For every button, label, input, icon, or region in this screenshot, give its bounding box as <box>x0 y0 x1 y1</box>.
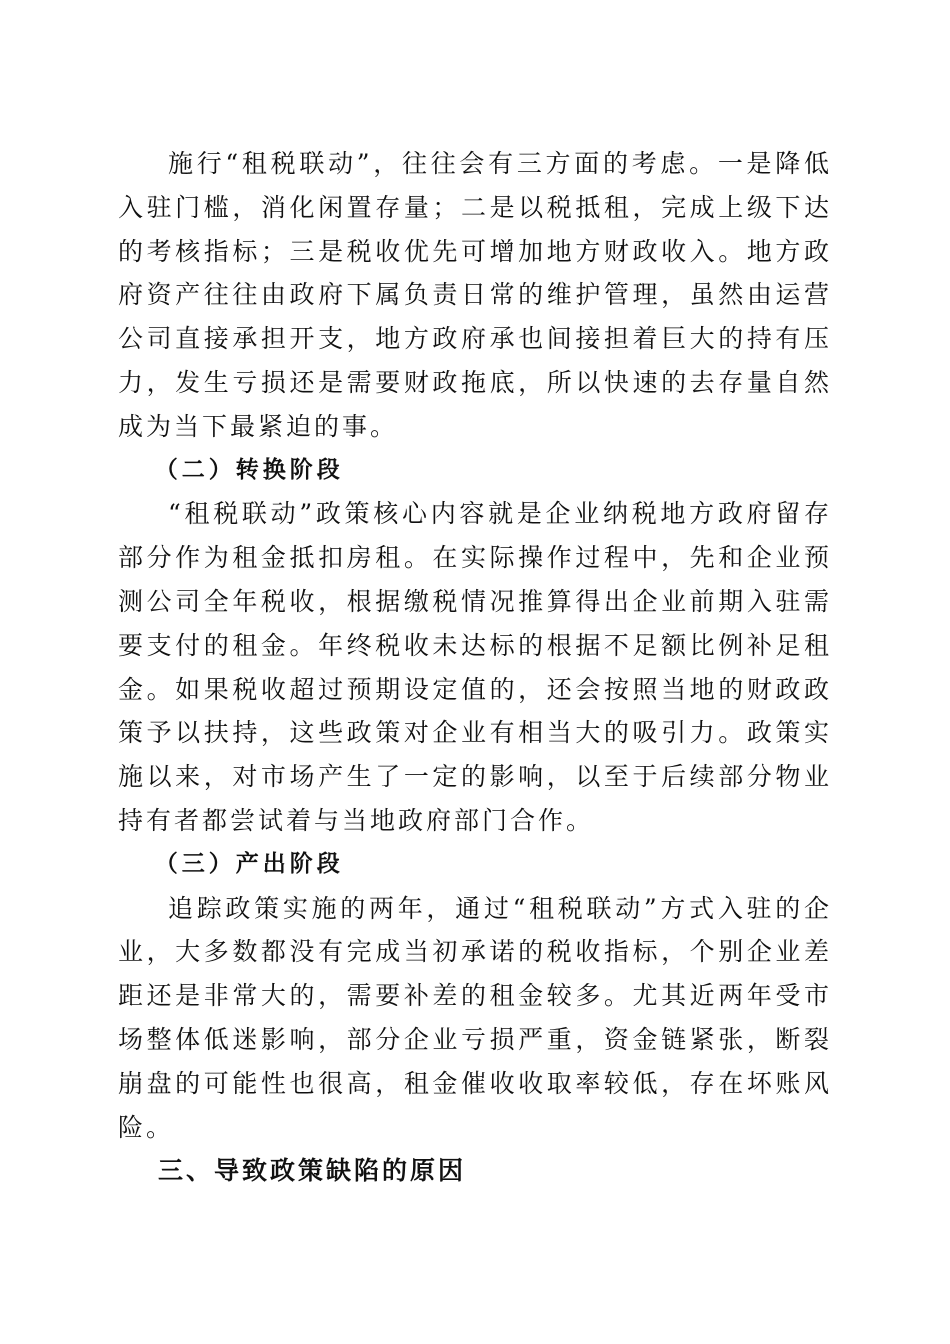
heading-policy-defect-causes: 三、导致政策缺陷的原因 <box>158 1156 467 1186</box>
heading-conversion-stage: （二）转换阶段 <box>154 456 344 483</box>
paragraph-conversion-stage: “租税联动”政策核心内容就是企业纳税地方政府留存部分作为租金抵扣房租。在实际操作过程中，先和企业预测公司全年税收，根据缴税情况推算得出企业前期入驻需要支付的租金。年终税收未达标的根据不足额比例补足租金。如果税收超过预期设定值的，还会按照当地的财政政策予以扶持，这些政策对企业有相当大的吸引力。政策实施以来，对市场产生了一定的影响，以至于后续部分物业持有者都尝试着与当地政府部门合作。 <box>118 499 832 835</box>
heading-output-stage: （三）产出阶段 <box>154 850 344 877</box>
paragraph-considerations: 施行“租税联动”，往往会有三方面的考虑。一是降低入驻门槛，消化闲置存量；二是以税抵租，完成上级下达的考核指标；三是税收优先可增加地方财政收入。地方政府资产往往由政府下属负责日常的维护管理，虽然由运营公司直接承担开支，地方政府承也间接担着巨大的持有压力，发生亏损还是需要财政拖底，所以快速的去存量自然成为当下最紧迫的事。 <box>118 149 832 441</box>
paragraph-output-stage: 追踪政策实施的两年，通过“租税联动”方式入驻的企业，大多数都没有完成当初承诺的税收指标，个别企业差距还是非常大的，需要补差的租金较多。尤其近两年受市场整体低迷影响，部分企业亏损严重，资金链紧张，断裂崩盘的可能性也很高，租金催收收取率较低，存在坏账风险。 <box>118 893 832 1142</box>
document-body <box>118 142 832 1193</box>
